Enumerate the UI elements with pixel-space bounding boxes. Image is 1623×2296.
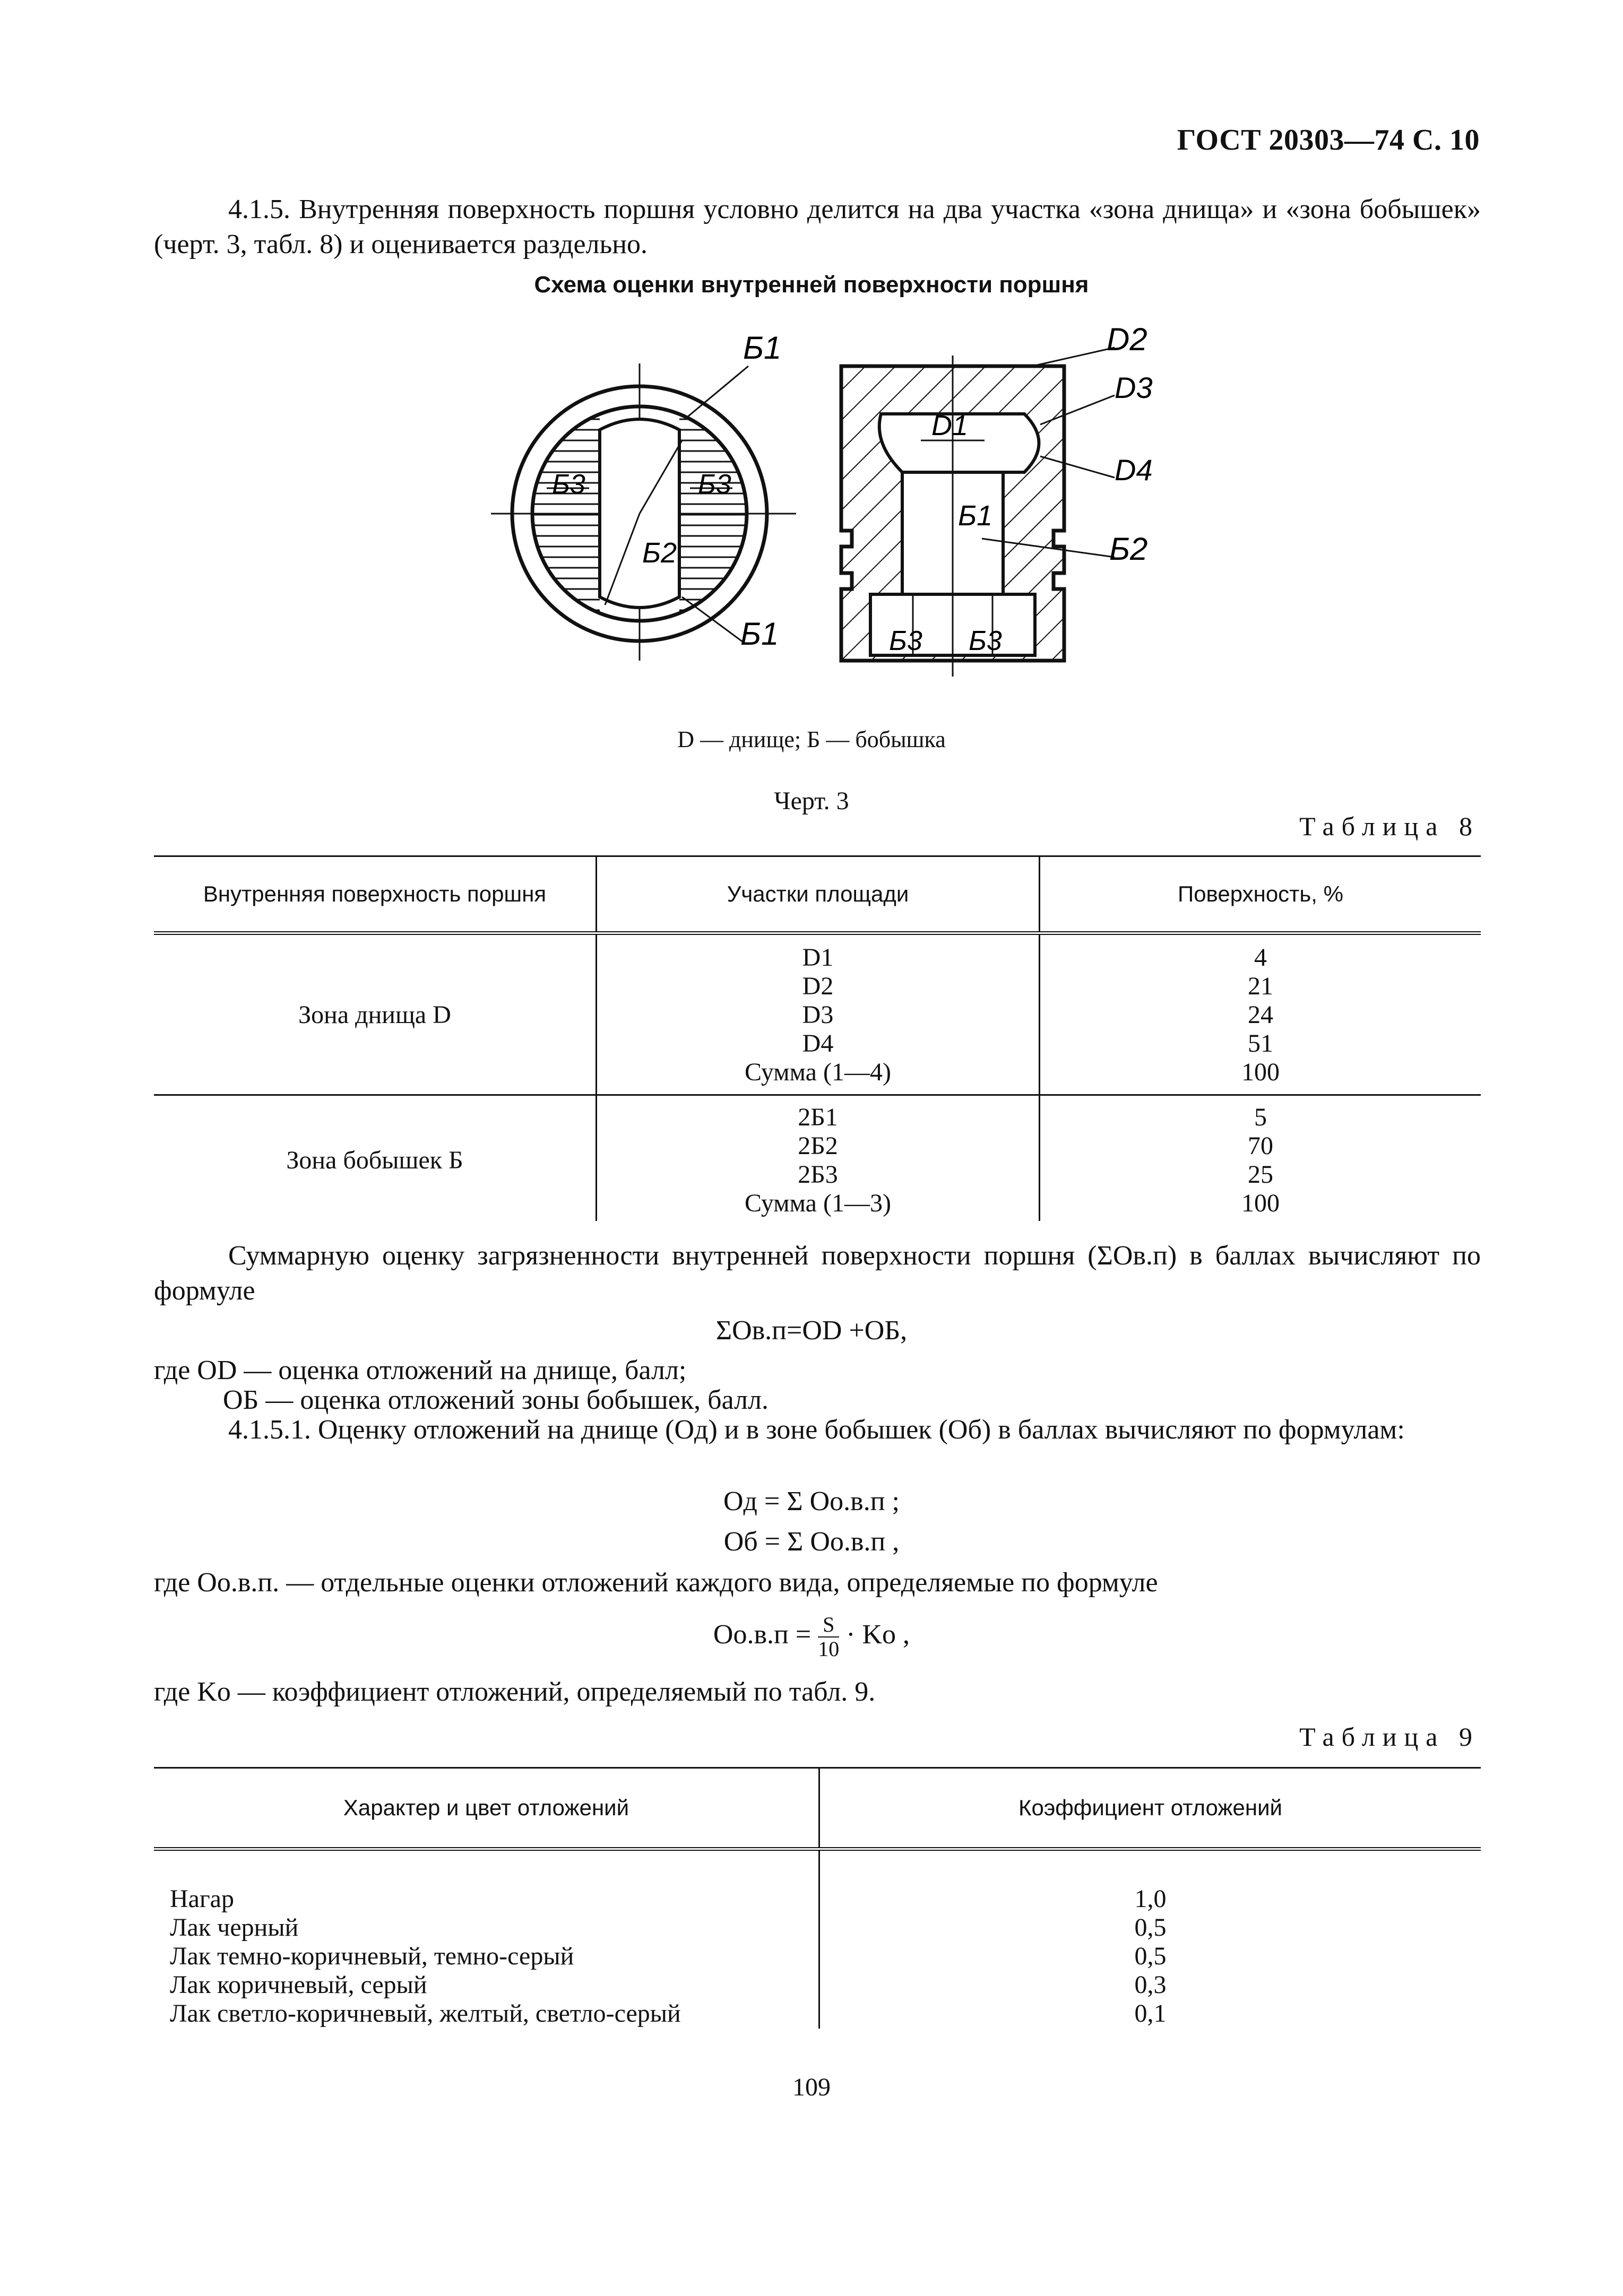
fraction xyxy=(818,1613,839,1661)
table-8-header: Поверхность, % xyxy=(1040,856,1481,933)
formula-ob: Oб = Σ Oо.в.п , xyxy=(723,1527,900,1557)
formula-oovp-right: · Kо , xyxy=(846,1619,910,1650)
percent-value: 21 xyxy=(1248,972,1273,1000)
table-8-header: Участки площади xyxy=(597,856,1040,933)
area-value: D1 xyxy=(802,943,834,972)
label-d1: D1 xyxy=(931,410,969,441)
figure-title: Схема оценки внутренней поверхности поршня xyxy=(534,272,1089,298)
percent-cell xyxy=(1040,1095,1481,1221)
where-ob: OБ — оценка отложений зоны бобышек, балл. xyxy=(223,1385,769,1415)
label-d2: D2 xyxy=(1107,322,1147,357)
deposit-type: Лак черный xyxy=(170,1913,299,1942)
percent-value: 5 xyxy=(1254,1103,1267,1131)
area-value: 2Б3 xyxy=(798,1160,838,1189)
label-b1-top: Б1 xyxy=(743,330,782,366)
piston-diagram xyxy=(0,0,1623,711)
coefficient: 0,1 xyxy=(1134,1999,1167,2028)
coefficient: 0,3 xyxy=(1134,1971,1167,1999)
table-9-header: Коэффициент отложений xyxy=(819,1768,1481,1849)
page-number: 109 xyxy=(792,2073,831,2101)
figure-legend: D — днище; Б — бобышка xyxy=(677,726,946,752)
summary-paragraph: Суммарную оценку загрязненности внутренней поверхности поршня (ΣOв.п) в баллах вычисляют по формуле xyxy=(154,1241,1481,1306)
percent-value: 100 xyxy=(1241,1189,1280,1217)
where-od: где OD — оценка отложений на днище, балл; xyxy=(154,1355,687,1385)
fraction-denominator: 10 xyxy=(818,1637,840,1661)
table-8-row-bottom xyxy=(154,933,1481,1095)
table-9-body-row xyxy=(154,1849,1481,2029)
coefficient: 0,5 xyxy=(1134,1942,1167,1970)
label-d3: D3 xyxy=(1115,371,1153,404)
label-b3-right: Б3 xyxy=(698,469,731,500)
percent-value: 51 xyxy=(1248,1029,1273,1058)
percent-value: 24 xyxy=(1248,1001,1273,1029)
percent-value: 4 xyxy=(1254,943,1267,972)
area-cell xyxy=(597,933,1040,1095)
table-9-header-row xyxy=(154,1768,1481,1849)
area-value: D3 xyxy=(802,1001,834,1029)
label-b3-left: Б3 xyxy=(552,469,585,500)
table-8-label: Таблица 8 xyxy=(1299,811,1480,841)
deposit-type: Лак темно-коричневый, темно-серый xyxy=(170,1942,574,1970)
percent-cell xyxy=(1040,933,1481,1095)
label-b2-left: Б2 xyxy=(642,537,677,569)
figure-caption: Черт. 3 xyxy=(774,787,849,815)
deposit-type: Нагар xyxy=(170,1885,234,1913)
formula-oovp xyxy=(0,1613,1623,1661)
table-8-header-row xyxy=(154,856,1481,933)
area-value: 2Б2 xyxy=(798,1132,838,1160)
deposit-type: Лак светло-коричневый, желтый, светло-серый xyxy=(170,1999,681,2028)
area-value: 2Б1 xyxy=(798,1103,838,1131)
area-cell xyxy=(597,1095,1040,1221)
coefficients-cell xyxy=(819,1849,1481,2029)
coefficient: 1,0 xyxy=(1134,1885,1167,1913)
zone-cell: Зона бобышек Б xyxy=(286,1146,463,1174)
paragraph-4-1-5: 4.1.5. Внутренняя поверхность поршня условно делится на два участка «зона днища» и «зона бобышек» (черт. 3, табл. 8) и оценивается раздельно. xyxy=(154,194,1481,259)
deposit-types-cell xyxy=(154,1849,819,2029)
formula-od: Oд = Σ Oо.в.п ; xyxy=(723,1486,900,1517)
label-d4: D4 xyxy=(1115,453,1153,487)
formula-oovp-left: Oо.в.п = xyxy=(713,1619,812,1650)
where-oovp: где Oо.в.п. — отдельные оценки отложений каждого вида, определяемые по формуле xyxy=(154,1567,1158,1598)
area-value: Сумма (1—4) xyxy=(745,1058,891,1086)
table-8-header: Внутренняя поверхность поршня xyxy=(154,856,597,933)
percent-value: 25 xyxy=(1248,1160,1273,1189)
page-header: ГОСТ 20303—74 С. 10 xyxy=(1177,124,1480,157)
area-value: D2 xyxy=(802,972,834,1000)
coefficient: 0,5 xyxy=(1134,1913,1167,1942)
table-9-label: Таблица 9 xyxy=(1299,1722,1480,1752)
table-9-header: Характер и цвет отложений xyxy=(154,1768,819,1849)
table-9 xyxy=(154,1767,1481,2029)
label-b1-right: Б1 xyxy=(958,500,993,532)
area-value: D4 xyxy=(802,1029,834,1058)
table-8-row-bosses xyxy=(154,1095,1481,1221)
label-b3-r2: Б3 xyxy=(969,626,1002,656)
where-ko: где Kо — коэффициент отложений, определяемый по табл. 9. xyxy=(154,1677,876,1707)
paragraph-4-1-5-1: 4.1.5.1. Оценку отложений на днище (Oд) и в зоне бобышек (Oб) в баллах вычисляют по формулам: xyxy=(228,1415,1405,1445)
table-8 xyxy=(154,855,1481,1221)
top-view xyxy=(491,330,796,661)
fraction-numerator: S xyxy=(818,1613,839,1637)
label-b3-r1: Б3 xyxy=(889,626,922,656)
label-b2-right: Б2 xyxy=(1109,531,1148,567)
percent-value: 100 xyxy=(1241,1058,1280,1086)
label-b1-bottom: Б1 xyxy=(740,616,779,652)
percent-value: 70 xyxy=(1248,1132,1273,1160)
zone-cell: Зона днища D xyxy=(154,933,597,1095)
area-value: Сумма (1—3) xyxy=(745,1189,891,1217)
deposit-type: Лак коричневый, серый xyxy=(170,1971,427,1999)
section-view xyxy=(841,322,1153,677)
formula-total: ΣOв.п=OD +OБ, xyxy=(715,1315,908,1346)
